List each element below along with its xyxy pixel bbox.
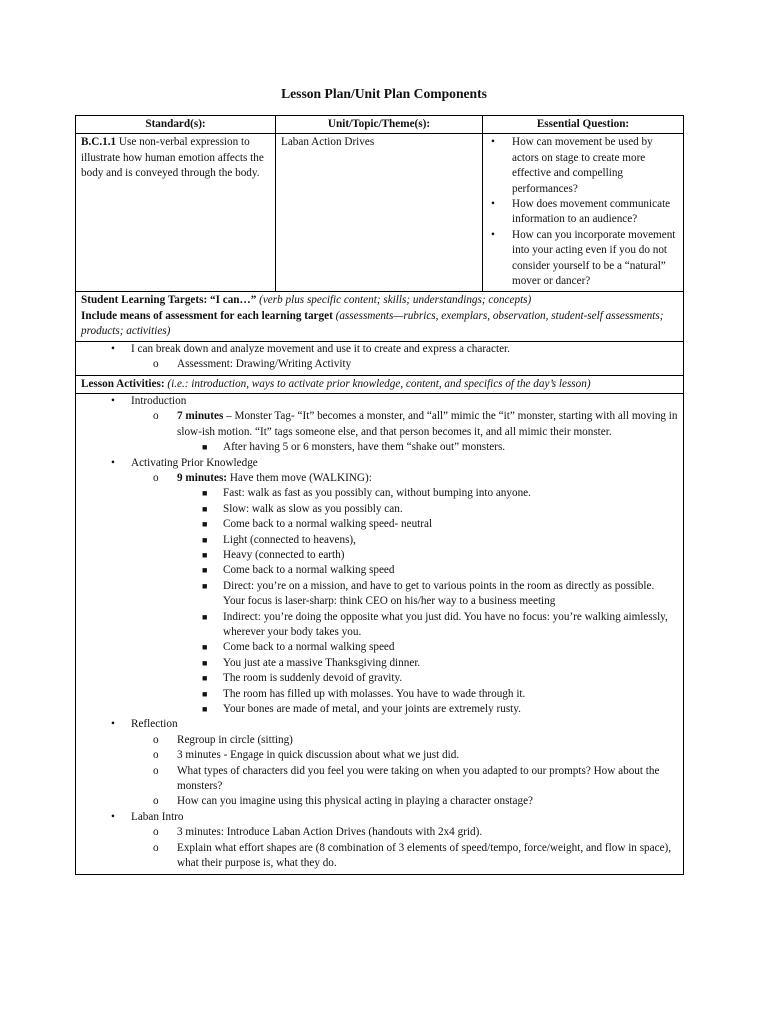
bullet-icon: •: [111, 810, 115, 823]
bullet-icon: •: [111, 342, 115, 355]
square-bullet-icon: ■: [202, 442, 208, 453]
standard-code: B.C.1.1: [81, 136, 117, 149]
list-item: ■ You just ate a massive Thanksgiving dinner.: [177, 656, 678, 671]
list-item: ■ Heavy (connected to earth): [177, 548, 678, 563]
circle-bullet-icon: o: [153, 471, 159, 484]
list-item: o What types of characters did you feel you were taking on when you adapted to our prompts? How about the monsters?: [153, 764, 660, 793]
learning-targets-header: Student Learning Targets: “I can…” (verb plus specific content; skills; understandings; concepts) Include means of assessment for each learning target (assessments—rubrics, exemplars, observation, student-self assessments; products; activities): [76, 292, 683, 341]
standard-cell: [76, 134, 276, 291]
header-row: [76, 116, 683, 134]
activity-laban-intro: • Laban Intro o 3 minutes: Introduce Laban Action Drives (handouts with 2x4 grid). o Explain what effort shapes are (8 combination of 3 elements of speed/tempo, force/weight, and flow in space), what their purpose is, what they do.: [81, 810, 678, 872]
list-item: o 3 minutes: Introduce Laban Action Drives (handouts with 2x4 grid).: [131, 825, 678, 840]
list-item: ■ Come back to a normal walking speed- neutral: [177, 517, 678, 532]
circle-bullet-icon: o: [153, 826, 159, 839]
essential-question-header: Essential Question:: [536, 118, 630, 130]
square-bullet-icon: ■: [202, 673, 208, 684]
activity-introduction: • Introduction o 7 minutes – Monster Tag- “It” becomes a monster, and “all” mimic the “it” monster, starting with all moving in slow-ish motion. “It” tags someone else, and that person becomes it, and all mimic their monster. ■ After having 5 or 6 monsters, have them “shake out” monsters.: [81, 394, 678, 456]
bullet-icon: •: [491, 136, 495, 149]
circle-bullet-icon: o: [153, 410, 159, 423]
circle-bullet-icon: o: [153, 764, 159, 777]
list-item: o Explain what effort shapes are (8 combination of 3 elements of speed/tempo, force/weight, and flow in space), what their purpose is, what they do.: [153, 841, 672, 870]
list-item: ■ After having 5 or 6 monsters, have them “shake out” monsters.: [177, 440, 678, 455]
list-item: ■ Come back to a normal walking speed: [177, 563, 678, 578]
square-bullet-icon: ■: [202, 488, 208, 499]
activity-reflection: • Reflection o Regroup in circle (sitting) o 3 minutes - Engage in quick discussion about what we just did. o What types of characters did you feel you were taking on when you adapted to our prompts? How about the monsters? o How can you imagine using this physical acting in playing a character onstage?: [81, 717, 678, 809]
lesson-activities-header: Lesson Activities: (i.e.: introduction, ways to activate prior knowledge, content, and specifics of the day’s lesson): [76, 376, 683, 394]
square-bullet-icon: ■: [202, 580, 208, 591]
standards-header: Standard(s):: [76, 116, 276, 133]
bullet-icon: •: [111, 718, 115, 731]
list-item: ■ Your bones are made of metal, and your joints are extremely rusty.: [177, 702, 678, 717]
square-bullet-icon: ■: [202, 657, 208, 668]
essential-question-cell: [483, 134, 683, 291]
essential-question-list: [488, 135, 678, 289]
square-bullet-icon: ■: [202, 704, 208, 715]
circle-bullet-icon: o: [153, 733, 159, 746]
circle-bullet-icon: o: [153, 841, 159, 854]
list-item: o Assessment: Drawing/Writing Activity: [131, 357, 678, 372]
activity-prior-knowledge: • Activating Prior Knowledge o 9 minutes: Have them move (WALKING): ■ Fast: walk as fast as you possibly can, without bumping into anyone. ■ Slow: walk as slow as you possibly can. ■ Come back to a normal walking speed- neutral ■ Light (connected to heavens), ■ Heavy (connected to earth) ■ Come back to a normal walking speed ■ Direct: you’re on a mission, and have to get to various points in the room as directly as possible. Your focus is laser-sharp: think CEO on his/her way to a business meeting ■ Indirect: you’re doing the opposite what you just did. You have no focus: you’re walking aimlessly, wherever your body takes you. ■ Come back to a normal walking speed ■ You just ate a massive Thanksgiving dinner. ■ The room is suddenly devoid of gravity. ■ The room has filled up with molasses. You have to wade through it. ■ Your bones are made of metal, and your joints are extremely rusty.: [81, 456, 678, 718]
square-bullet-icon: ■: [202, 688, 208, 699]
standards-row: [76, 134, 683, 292]
circle-bullet-icon: o: [153, 749, 159, 762]
bullet-icon: •: [491, 198, 495, 211]
learning-targets-content: [76, 342, 683, 376]
lesson-plan-table: [75, 115, 684, 875]
circle-bullet-icon: o: [153, 358, 159, 371]
list-item: ■ Indirect: you’re doing the opposite what you just did. You have no focus: you’re walking aimlessly, wherever your body takes you.: [202, 610, 668, 638]
list-item: • How does movement communicate information to an audience?: [491, 198, 671, 226]
circle-bullet-icon: o: [153, 795, 159, 808]
list-item: ■ Light (connected to heavens),: [177, 533, 678, 548]
square-bullet-icon: ■: [202, 642, 208, 653]
list-item: o Regroup in circle (sitting): [131, 733, 678, 748]
square-bullet-icon: ■: [202, 519, 208, 530]
square-bullet-icon: ■: [202, 549, 208, 560]
list-item: • How can movement be used by actors on stage to create more effective and compelling performances?: [491, 136, 653, 195]
unit-cell: Laban Action Drives: [276, 134, 483, 291]
list-item: • How can you incorporate movement into your acting even if you do not consider yourself to be a “natural” mover or dancer?: [491, 228, 676, 288]
list-item: o 7 minutes – Monster Tag- “It” becomes a monster, and “all” mimic the “it” monster, starting with all moving in slow-ish motion. “It” tags someone else, and that person becomes it, and all mimic their monster. ■ After having 5 or 6 monsters, have them “shake out” monsters.: [131, 409, 678, 455]
square-bullet-icon: ■: [202, 565, 208, 576]
square-bullet-icon: ■: [202, 503, 208, 514]
list-item: ■ The room is suddenly devoid of gravity.: [177, 671, 678, 686]
standard-text: Use non-verbal expression to illustrate how human emotion affects the body and is conveyed through the body.: [81, 136, 264, 180]
list-item: ■ Direct: you’re on a mission, and have to get to various points in the room as directly as possible. Your focus is laser-sharp: think CEO on his/her way to a business meeting: [202, 579, 655, 608]
list-item: ■ Come back to a normal walking speed: [177, 640, 678, 655]
list-item: o 9 minutes: Have them move (WALKING): ■ Fast: walk as fast as you possibly can, without bumping into anyone. ■ Slow: walk as slow as you possibly can. ■ Come back to a normal walking speed- neutral ■ Light (connected to heavens), ■ Heavy (connected to earth) ■ Come back to a normal walking speed ■ Direct: you’re on a mission, and have to get to various points in the room as directly as possible. Your focus is laser-sharp: think CEO on his/her way to a business meeting ■ Indirect: you’re doing the opposite what you just did. You have no focus: you’re walking aimlessly, wherever your body takes you. ■ Come back to a normal walking speed ■ You just ate a massive Thanksgiving dinner. ■ The room is suddenly devoid of gravity. ■ The room has filled up with molasses. You have to wade through it. ■ Your bones are made of metal, and your joints are extremely rusty.: [131, 471, 678, 718]
unit-header: Unit/Topic/Theme(s):: [276, 116, 483, 133]
square-bullet-icon: ■: [202, 611, 208, 622]
list-item: ■ Slow: walk as slow as you possibly can.: [177, 502, 678, 517]
square-bullet-icon: ■: [202, 534, 208, 545]
bullet-icon: •: [111, 394, 115, 407]
bullet-icon: •: [491, 228, 495, 241]
bullet-icon: •: [111, 456, 115, 469]
lesson-activities-content: [76, 394, 683, 874]
list-item: • I can break down and analyze movement and use it to create and express a character. o Assessment: Drawing/Writing Activity: [81, 342, 678, 373]
list-item: o How can you imagine using this physical acting in playing a character onstage?: [131, 794, 678, 809]
list-item: o 3 minutes - Engage in quick discussion about what we just did.: [131, 748, 678, 763]
list-item: ■ Fast: walk as fast as you possibly can, without bumping into anyone.: [177, 486, 678, 501]
list-item: ■ The room has filled up with molasses. You have to wade through it.: [177, 687, 678, 702]
page-title: Lesson Plan/Unit Plan Components: [281, 86, 487, 101]
